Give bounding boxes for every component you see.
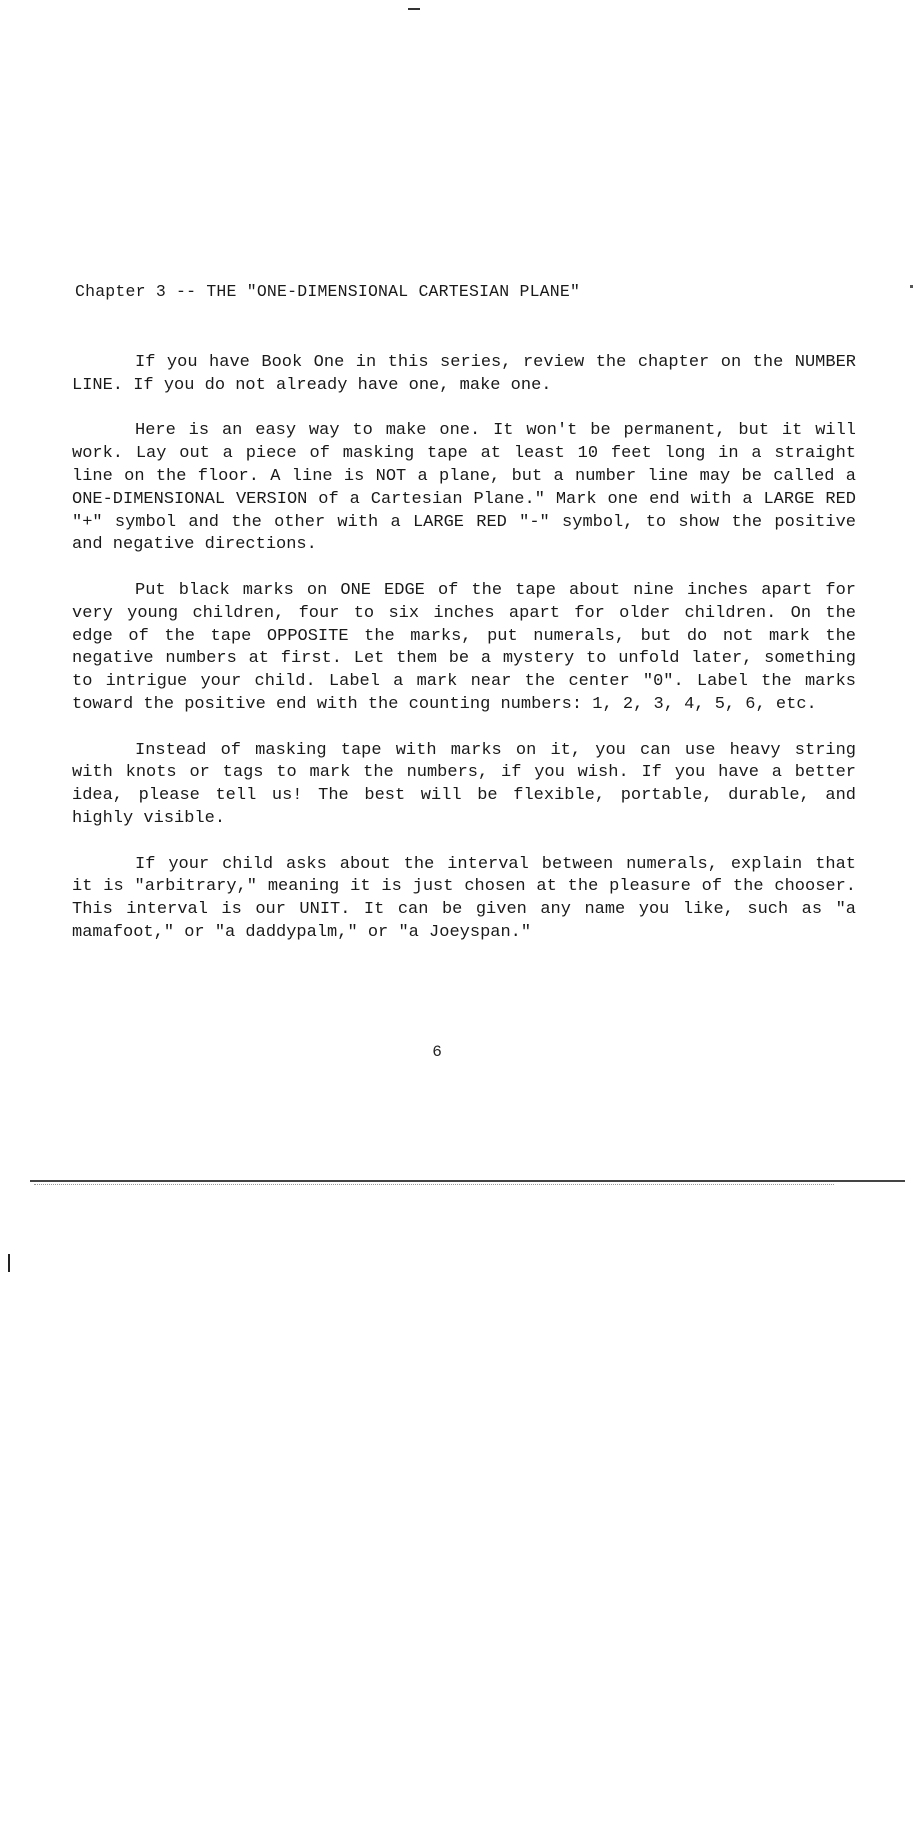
paragraph-4: Instead of masking tape with marks on it, you can use heavy string with knots or tags to mark the numbers, if you wish. If you have a better idea, please tell us! The best will be flexible, portable, durable, and highly visible. [72, 740, 856, 828]
body-text [72, 352, 856, 968]
rule-scan-noise [34, 1184, 834, 1188]
paragraph-2: Here is an easy way to make one. It won't be permanent, but it will work. Lay out a piece of masking tape at least 10 feet long in a straight line on the floor. A line is NOT a plane, but a number line may be called a ONE-DIMENSIONAL VERSION of a Cartesian Plane." Mark one end with a LARGE RED "+" symbol and the other with a LARGE RED "-" symbol, to show the positive and negative directions. [72, 421, 856, 555]
scan-artifact-bar [8, 1254, 10, 1272]
paragraph-3: Put black marks on ONE EDGE of the tape about nine inches apart for very young children, four to six inches apart for older children. On the edge of the tape OPPOSITE the marks, put numerals, but do not mark the negative numbers at first. Let them be a mystery to unfold later, something to intrigue your child. Label a mark near the center "0". Label the marks toward the positive end with the counting numbers: 1, 2, 3, 4, 5, 6, etc. [72, 580, 856, 714]
chapter-title: Chapter 3 -- THE "ONE-DIMENSIONAL CARTESIAN PLANE" [75, 282, 581, 301]
scan-artifact-dot [910, 285, 913, 288]
scan-artifact-mark [408, 8, 420, 10]
paragraph-1: If you have Book One in this series, review the chapter on the NUMBER LINE. If you do not already have one, make one. [72, 353, 856, 395]
page-number: 6 [432, 1043, 442, 1061]
horizontal-rule [30, 1180, 905, 1182]
paragraph-5: If your child asks about the interval between numerals, explain that it is "arbitrary," meaning it is just chosen at the pleasure of the chooser. This interval is our UNIT. It can be given any name you like, such as "a mamafoot," or "a daddypalm," or "a Joeyspan." [72, 854, 856, 942]
